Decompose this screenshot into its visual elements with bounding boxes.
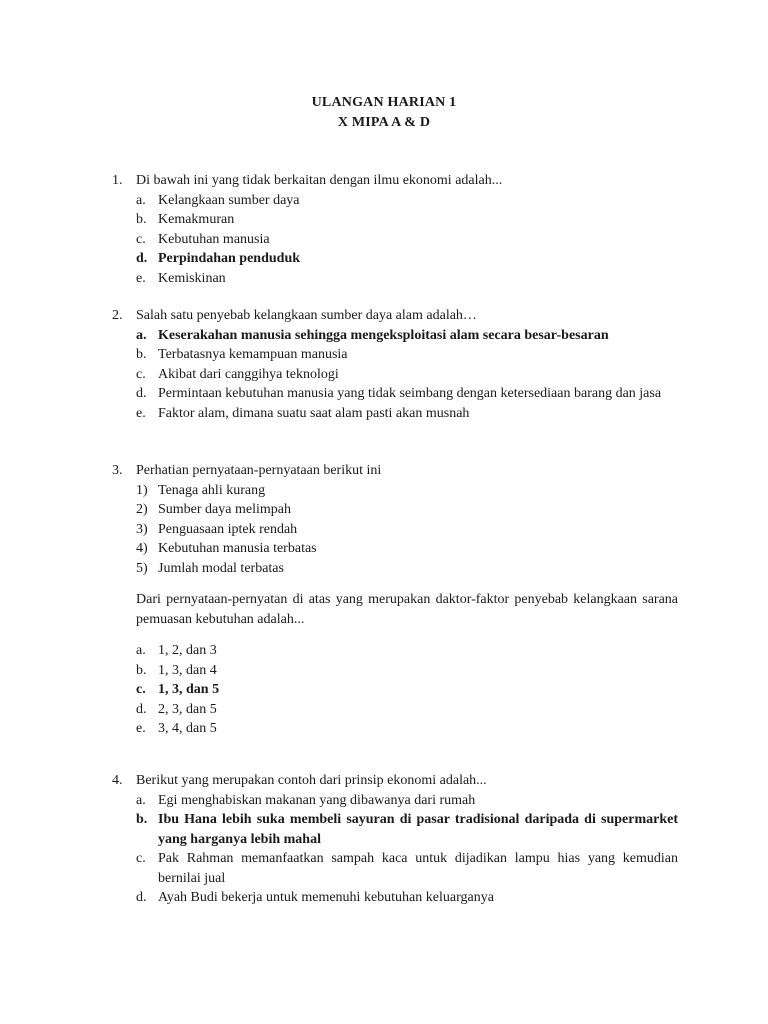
- question-1: [112, 171, 678, 288]
- option-d: [136, 700, 678, 720]
- option-text: Kemiskinan: [158, 270, 226, 286]
- option-label: c.: [136, 366, 146, 382]
- option-label: c.: [136, 851, 146, 866]
- statement-label: 5): [136, 560, 148, 576]
- option-text: Perpindahan penduduk: [158, 251, 301, 266]
- options-group: [112, 641, 678, 739]
- question-number: 1.: [112, 173, 123, 188]
- question-4: [112, 771, 678, 908]
- question-number: 3.: [112, 463, 123, 478]
- option-label: d.: [136, 386, 147, 401]
- option-e: [136, 269, 678, 289]
- statement-text: Sumber daya melimpah: [158, 502, 291, 517]
- option-a: [136, 641, 678, 661]
- option-label: a.: [136, 792, 146, 808]
- option-label: a.: [136, 327, 147, 343]
- option-text: Pak Rahman memanfaatkan sampah kaca untuk dijadikan lampu hias yang kemudian bernilai jual: [158, 851, 678, 886]
- option-text: Keserakahan manusia sehingga mengeksploitasi alam secara besar-besaran: [158, 327, 609, 343]
- option-text: Faktor alam, dimana suatu saat alam pasti akan musnah: [158, 405, 470, 421]
- option-text: 3, 4, dan 5: [158, 721, 217, 736]
- option-label: c.: [136, 231, 146, 247]
- option-d: [136, 384, 678, 404]
- option-e: [136, 404, 678, 424]
- question-stem: Berikut yang merupakan contoh dari prinsip ekonomi adalah...: [136, 773, 487, 788]
- option-text: Akibat dari canggihya teknologi: [158, 366, 339, 382]
- question-stem-row: [112, 171, 678, 191]
- option-c: [136, 230, 678, 250]
- option-label: a.: [136, 192, 146, 208]
- option-label: d.: [136, 251, 148, 266]
- option-text: 2, 3, dan 5: [158, 701, 217, 717]
- option-label: e.: [136, 270, 146, 286]
- statement-5: [136, 559, 678, 579]
- option-b: [136, 210, 678, 230]
- statement-label: 2): [136, 502, 148, 517]
- question-number: 2.: [112, 308, 123, 323]
- page-title: ULANGAN HARIAN 1: [311, 95, 457, 110]
- question-paragraph: Dari pernyataan-pernyatan di atas yang merupakan daktor-faktor penyebab kelangkaan sarana pemuasan kebutuhan adalah...: [136, 592, 678, 627]
- option-b-correct: [136, 810, 678, 849]
- statement-text: Tenaga ahli kurang: [158, 482, 266, 498]
- statement-text: Penguasaan iptek rendah: [158, 521, 298, 537]
- option-b: [136, 345, 678, 365]
- option-text: Kemakmuran: [158, 212, 235, 227]
- question-stem: Salah satu penyebab kelangkaan sumber daya alam adalah…: [136, 308, 477, 323]
- option-text: Permintaan kebutuhan manusia yang tidak seimbang dengan ketersediaan barang dan jasa: [158, 386, 662, 401]
- option-label: b.: [136, 812, 148, 827]
- option-a: [136, 191, 678, 211]
- option-c-correct: [136, 680, 678, 700]
- option-a-correct: [136, 326, 678, 346]
- option-b: [136, 661, 678, 681]
- option-label: e.: [136, 721, 146, 736]
- option-text: 1, 3, dan 5: [158, 682, 220, 697]
- option-text: Terbatasnya kemampuan manusia: [158, 347, 348, 362]
- statement-2: [136, 500, 678, 520]
- option-text: Ibu Hana lebih suka membeli sayuran di pasar tradisional daripada di supermarket yang harganya lebih mahal: [158, 812, 678, 847]
- option-label: b.: [136, 212, 147, 227]
- option-text: Kelangkaan sumber daya: [158, 192, 300, 208]
- statement-label: 4): [136, 541, 148, 556]
- option-label: d.: [136, 701, 147, 717]
- option-text: 1, 3, dan 4: [158, 662, 217, 678]
- statement-text: Jumlah modal terbatas: [158, 560, 284, 576]
- question-stem: Di bawah ini yang tidak berkaitan dengan ilmu ekonomi adalah...: [136, 173, 503, 188]
- statement-label: 3): [136, 521, 148, 537]
- option-d-correct: [136, 249, 678, 269]
- question-stem-row: [112, 461, 678, 481]
- option-c: [136, 365, 678, 385]
- option-label: c.: [136, 682, 146, 697]
- option-label: b.: [136, 347, 147, 362]
- option-text: Egi menghabiskan makanan yang dibawanya dari rumah: [158, 792, 476, 808]
- option-d: [136, 888, 678, 908]
- option-label: a.: [136, 643, 146, 658]
- option-label: e.: [136, 405, 146, 421]
- option-label: d.: [136, 890, 147, 905]
- statement-1: [136, 481, 678, 501]
- option-text: Kebutuhan manusia: [158, 231, 270, 247]
- option-label: b.: [136, 662, 147, 678]
- question-stem-row: [112, 771, 678, 791]
- option-c: [136, 849, 678, 888]
- option-text: 1, 2, dan 3: [158, 643, 217, 658]
- statement-label: 1): [136, 482, 148, 498]
- statement-3: [136, 520, 678, 540]
- class-subtitle: X MIPA A & D: [337, 115, 431, 130]
- question-2: [112, 306, 678, 423]
- question-stem: Perhatian pernyataan-pernyataan berikut ini: [136, 463, 382, 478]
- question-3: [112, 461, 678, 739]
- question-number: 4.: [112, 773, 123, 788]
- statement-text: Kebutuhan manusia terbatas: [158, 541, 317, 556]
- option-e: [136, 719, 678, 739]
- option-text: Ayah Budi bekerja untuk memenuhi kebutuhan keluarganya: [158, 890, 494, 905]
- statement-4: [136, 539, 678, 559]
- question-stem-row: [112, 306, 678, 326]
- option-a: [136, 791, 678, 811]
